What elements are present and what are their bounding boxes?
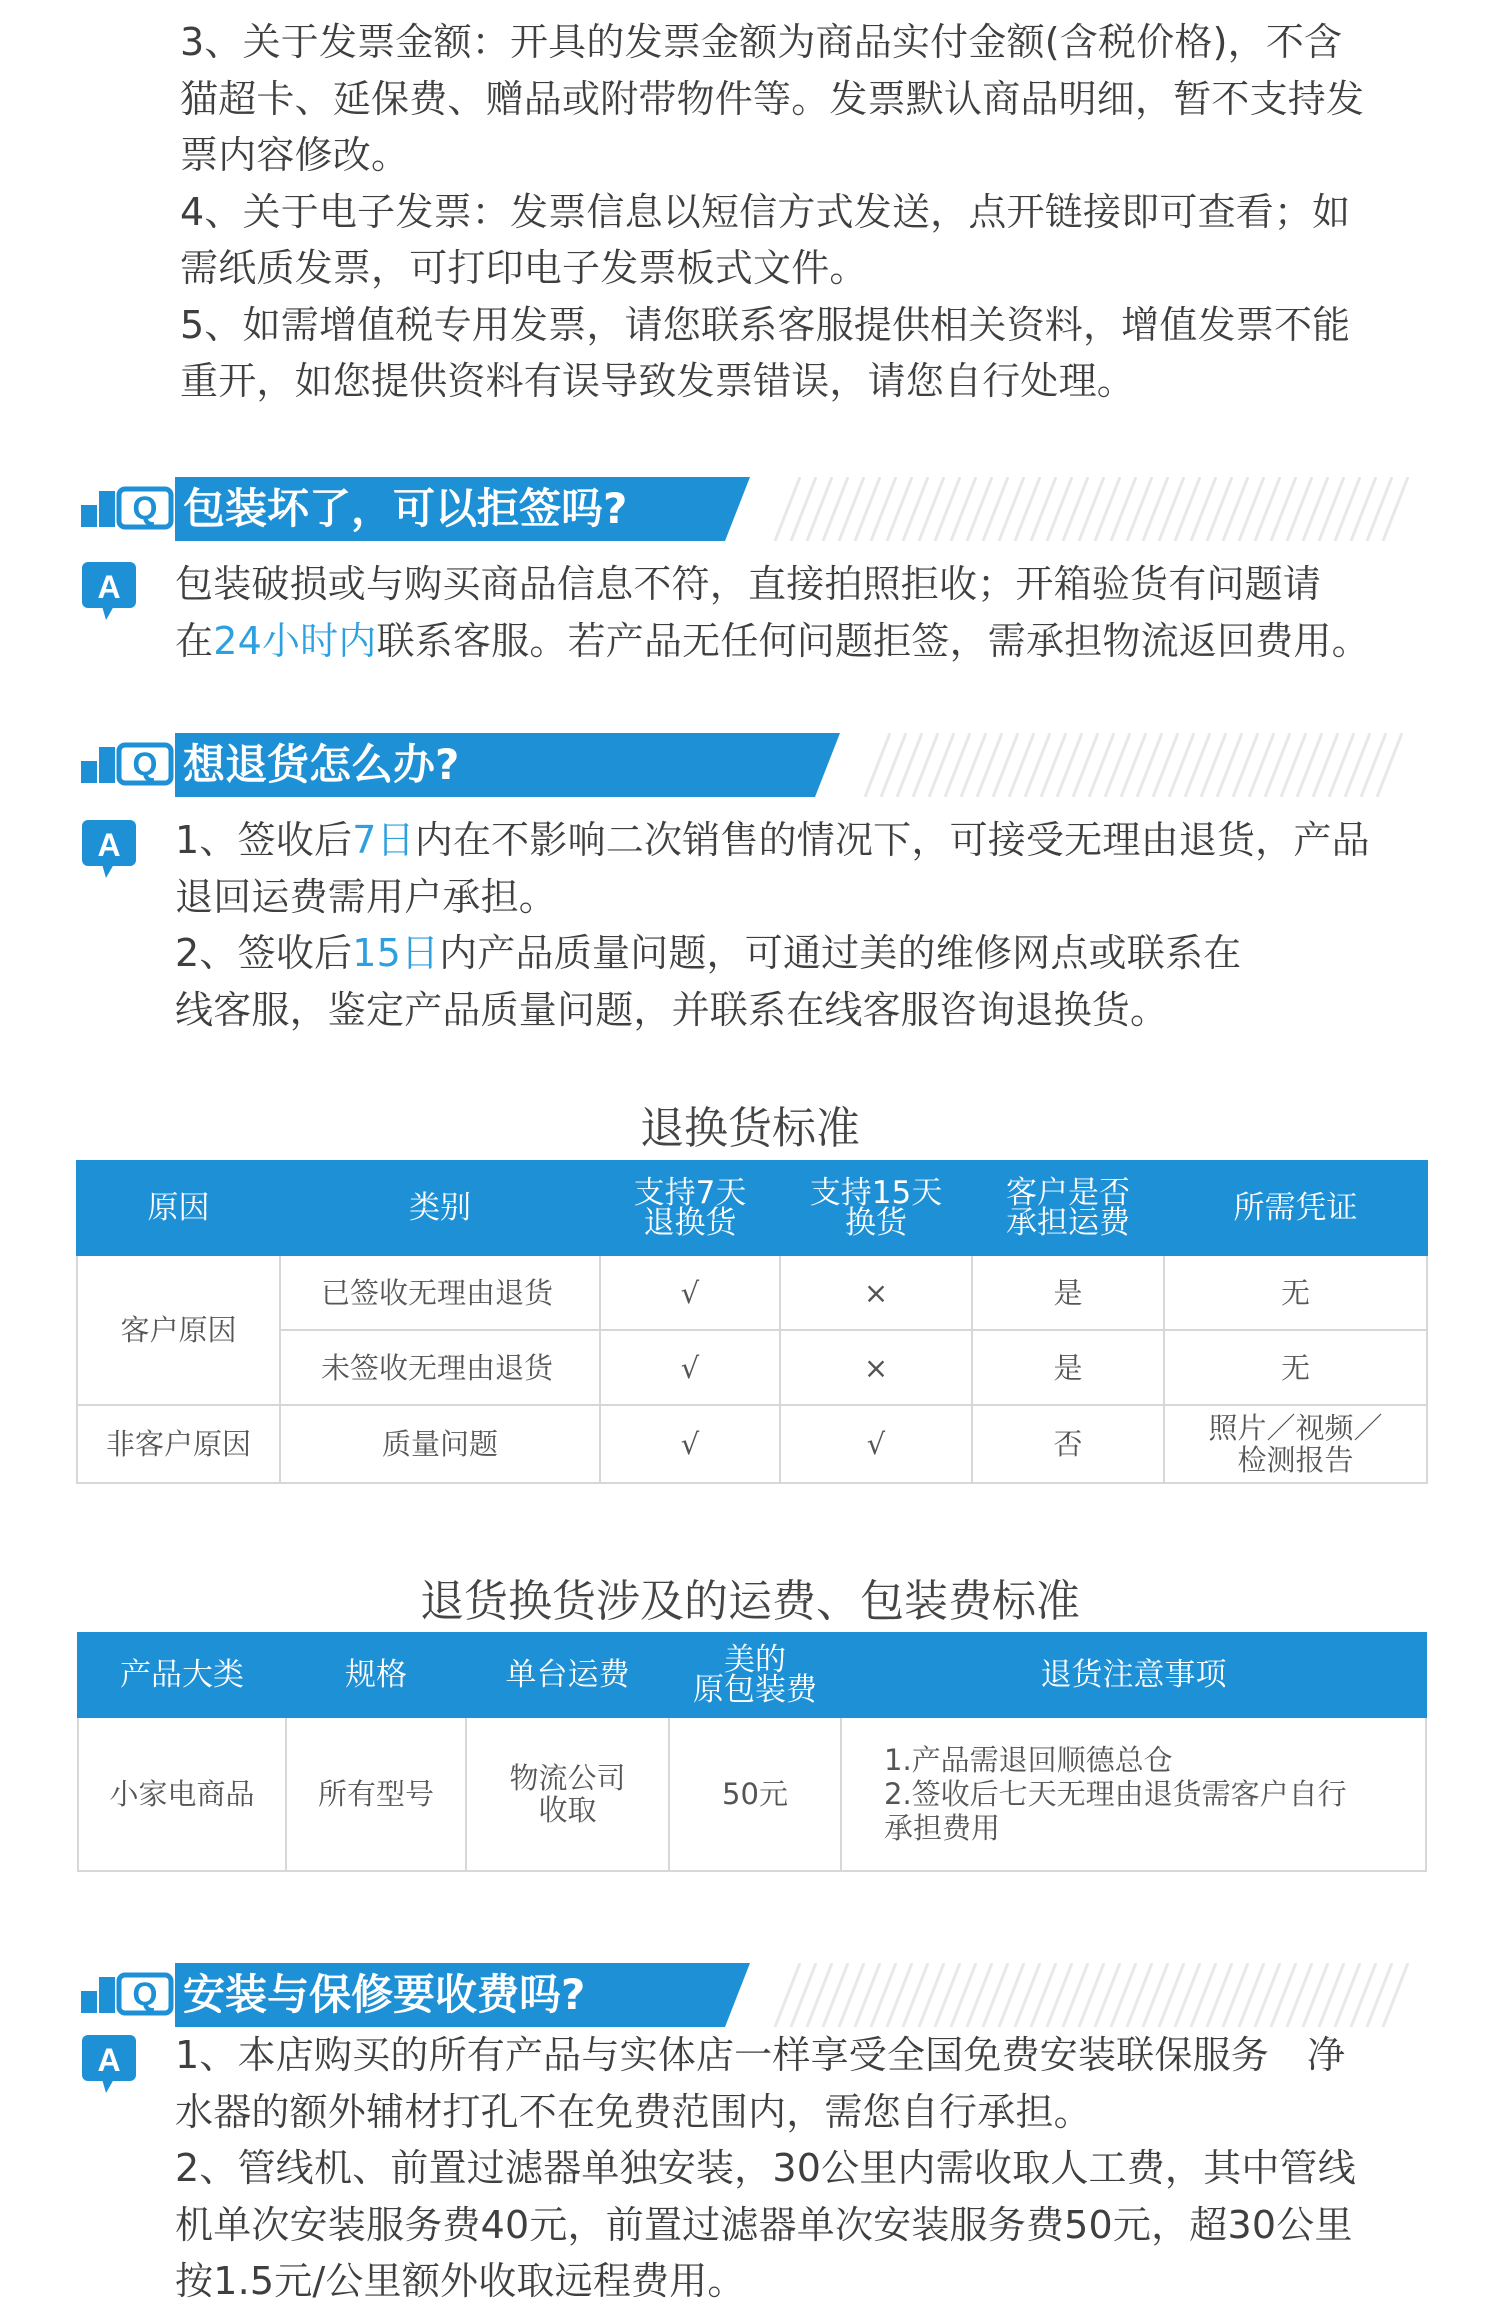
- header-packaging: [669, 1633, 841, 1717]
- header-freight-line1: 客户是否: [1006, 1175, 1130, 1211]
- table-row: [77, 1405, 1427, 1483]
- answer-text: 在: [175, 618, 214, 663]
- table-row: [77, 1255, 1427, 1330]
- cell-product-category: 小家电商品: [78, 1717, 286, 1871]
- question-bubble-icon: [75, 1971, 175, 2021]
- answer-line: 水器的额外辅材打孔不在免费范围内，需您自行承担。: [175, 2089, 1092, 2134]
- header-freight-line2: 承担运费: [1006, 1205, 1130, 1241]
- invoice-line: 3、关于发票金额：开具的发票金额为商品实付金额(含税价格)，不含: [180, 20, 1343, 64]
- fee-standard-title: 退货换货涉及的运费、包装费标准: [420, 1576, 1080, 1627]
- invoice-notes: [180, 14, 1430, 410]
- answer-line: 退回运费需用户承担。: [175, 874, 558, 919]
- fee-standard-table: [77, 1632, 1427, 1872]
- answer-line: 按1.5元/公里额外收取远程费用。: [175, 2259, 746, 2303]
- header-category: 类别: [280, 1161, 600, 1255]
- freight-line2: 收取: [538, 1793, 597, 1827]
- highlight-15days: 15日: [352, 931, 440, 975]
- answer-text: 内产品质量问题，可通过美的维修网点或联系在: [439, 931, 1242, 975]
- answer-line: 2、管线机、前置过滤器单独安装，30公里内需收取人工费，其中管线: [175, 2146, 1356, 2190]
- table-header-row: [78, 1633, 1426, 1717]
- answer-bubble-icon: [80, 560, 138, 622]
- answer-line: 机单次安装服务费40元，前置过滤器单次安装服务费50元，超30公里: [175, 2202, 1353, 2247]
- answer-line: [175, 613, 1435, 670]
- answer-text: 2、签收后: [175, 931, 353, 975]
- cell-category: 已签收无理由退货: [280, 1255, 600, 1330]
- q-letter: Q: [132, 1976, 158, 2012]
- question-title: 想退货怎么办?: [183, 740, 460, 789]
- cell-proof: 无: [1164, 1330, 1427, 1405]
- answer-return: [175, 812, 1435, 1038]
- cell-category: 质量问题: [280, 1405, 600, 1483]
- answer-install: [175, 2027, 1435, 2310]
- header-packaging-line1: 美的: [724, 1642, 786, 1678]
- question-bubble-icon: [75, 485, 175, 535]
- return-standard-table: [76, 1160, 1428, 1484]
- freight-line1: 物流公司: [509, 1761, 626, 1795]
- a-letter: A: [97, 827, 121, 863]
- invoice-line: 猫超卡、延保费、赠品或附带物件等。发票默认商品明细，暂不支持发: [180, 76, 1365, 121]
- cell-check: √: [600, 1255, 780, 1330]
- q-letter: Q: [132, 490, 158, 526]
- cell-cross: ×: [780, 1255, 972, 1330]
- header-7day-line2: 退换货: [643, 1205, 737, 1241]
- answer-line: [175, 925, 1435, 982]
- invoice-line: 票内容修改。: [180, 133, 410, 177]
- proof-line2: 检测报告: [1237, 1443, 1354, 1477]
- proof-line1: 照片／视频／: [1208, 1411, 1383, 1445]
- header-proof: 所需凭证: [1164, 1161, 1427, 1255]
- header-reason: 原因: [77, 1161, 280, 1255]
- question-header-package: [75, 477, 1415, 541]
- answer-bubble-icon: [80, 2033, 138, 2095]
- header-product-category: 产品大类: [78, 1633, 286, 1717]
- q-letter: Q: [132, 746, 158, 782]
- cell-customer-reason: 客户原因: [77, 1255, 280, 1405]
- cell-freight: [466, 1717, 669, 1871]
- answer-line: 1、本店购买的所有产品与实体店一样享受全国免费安装联保服务 净: [175, 2033, 1346, 2077]
- header-15day-line2: 换货: [845, 1205, 907, 1241]
- header-freight: [972, 1161, 1164, 1255]
- a-letter: A: [97, 569, 121, 605]
- question-header-install: [75, 1963, 1415, 2027]
- cell-packaging: 50元: [669, 1717, 841, 1871]
- cell-freight: 是: [972, 1330, 1164, 1405]
- answer-text: 1、签收后: [175, 818, 353, 862]
- header-spec: 规格: [286, 1633, 466, 1717]
- a-letter: A: [97, 2042, 121, 2078]
- header-15day-line1: 支持15天: [809, 1175, 943, 1211]
- question-header-return: [75, 733, 1415, 797]
- table-header-row: [77, 1161, 1427, 1255]
- note-line: 2.签收后七天无理由退货需客户自行: [884, 1777, 1347, 1811]
- invoice-line: 需纸质发票，可打印电子发票板式文件。: [180, 246, 868, 290]
- header-15day: [780, 1161, 972, 1255]
- table-row: [77, 1330, 1427, 1405]
- header-freight: 单台运费: [466, 1633, 669, 1717]
- invoice-line: 重开，如您提供资料有误导致发票错误，请您自行处理。: [180, 359, 1136, 403]
- cell-check: √: [600, 1405, 780, 1483]
- answer-text: 内在不影响二次销售的情况下，可接受无理由退货，产品: [414, 818, 1370, 862]
- cell-proof: [1164, 1405, 1427, 1483]
- answer-line: [175, 812, 1435, 869]
- note-line: 承担费用: [884, 1811, 1001, 1845]
- cell-spec: 所有型号: [286, 1717, 466, 1871]
- cell-noncustomer-reason: 非客户原因: [77, 1405, 280, 1483]
- cell-freight: 否: [972, 1405, 1164, 1483]
- cell-freight: 是: [972, 1255, 1164, 1330]
- answer-package: [175, 556, 1435, 669]
- question-bubble-icon: [75, 741, 175, 791]
- header-7day-line1: 支持7天: [633, 1175, 747, 1211]
- header-notes: 退货注意事项: [841, 1633, 1426, 1717]
- answer-line: 包装破损或与购买商品信息不符，直接拍照拒收；开箱验货有问题请: [175, 562, 1322, 606]
- cell-notes: [841, 1717, 1426, 1871]
- highlight-7days: 7日: [352, 818, 415, 862]
- return-standard-title: 退换货标准: [640, 1103, 860, 1154]
- header-7day: [600, 1161, 780, 1255]
- cell-category: 未签收无理由退货: [280, 1330, 600, 1405]
- cell-check: √: [780, 1405, 972, 1483]
- highlight-24h: 24小时内: [213, 618, 377, 663]
- answer-text: 联系客服。若产品无任何问题拒签，需承担物流返回费用。: [376, 618, 1370, 663]
- table-row: [78, 1717, 1426, 1871]
- cell-proof: 无: [1164, 1255, 1427, 1330]
- answer-line: 线客服，鉴定产品质量问题，并联系在线客服咨询退换货。: [175, 987, 1169, 1032]
- note-line: 1.产品需退回顺德总仓: [884, 1743, 1173, 1777]
- answer-bubble-icon: [80, 818, 138, 880]
- cell-cross: ×: [780, 1330, 972, 1405]
- invoice-line: 4、关于电子发票：发票信息以短信方式发送，点开链接即可查看；如: [180, 189, 1351, 234]
- cell-check: √: [600, 1330, 780, 1405]
- question-title: 包装坏了，可以拒签吗?: [183, 484, 628, 533]
- header-packaging-line2: 原包装费: [693, 1672, 817, 1708]
- invoice-line: 5、如需增值税专用发票，请您联系客服提供相关资料，增值发票不能: [180, 302, 1351, 347]
- question-title: 安装与保修要收费吗?: [183, 1970, 586, 2019]
